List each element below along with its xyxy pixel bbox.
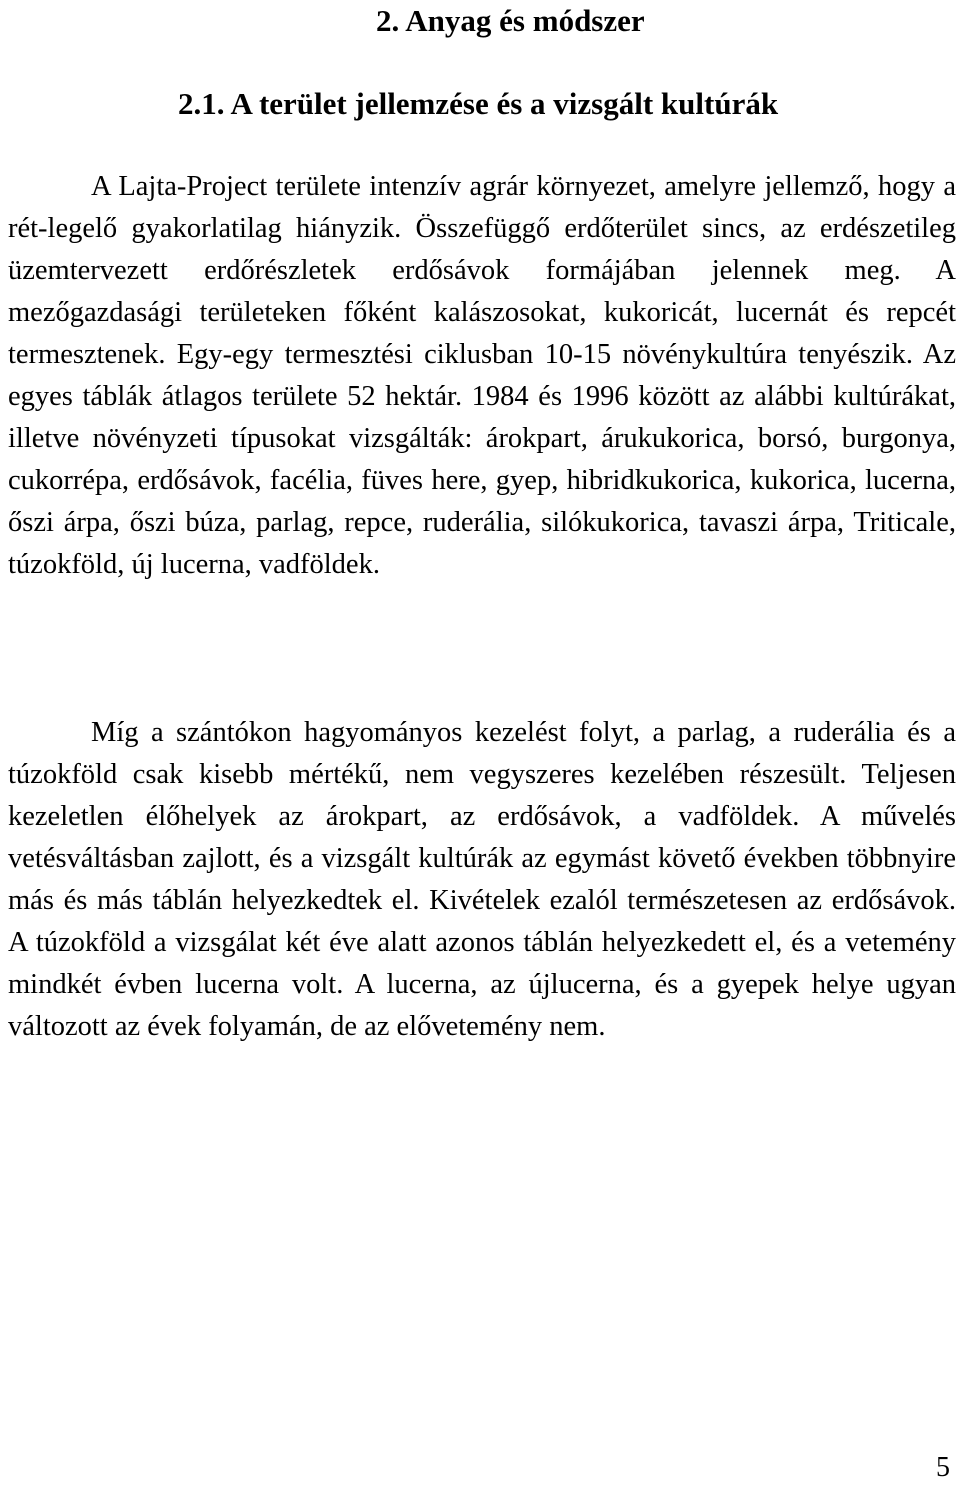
body-paragraph: A Lajta-Project területe intenzív agrár környezet, amelyre jellemző, hogy a rét-legelő gyakorlatilag hiányzik. Összefüggő erdőterület sincs, az erdészetileg üzemtervezett erdőrészletek erdősávok formájában jelennek meg. A mezőgazdasági területeken főként kalászosokat, kukoricát, lucernát és repcét termesztenek. Egy-egy termesztési ciklusban 10-15 növénykultúra tenyészik. Az egyes táblák átlagos területe 52 hektár. 1984 és 1996 között az alábbi kultúrákat, illetve növényzeti típusokat vizsgálták: árokpart, árukukorica, borsó, burgonya, cukorrépa, erdősávok, facélia, füves here, gyep, hibridkukorica, kukorica, lucerna, őszi árpa, őszi búza, parlag, repce, ruderália, silókukorica, tavaszi árpa, Triticale, túzokföld, új lucerna, vadföldek. — [8, 171, 956, 580]
body-paragraph: Míg a szántókon hagyományos kezelést folyt, a parlag, a ruderália és a túzokföld csak kisebb mértékű, nem vegyszeres kezelében részesült. Teljesen kezeletlen élőhelyek az árokpart, az erdősávok, a vadföldek. A művelés vetésváltásban zajlott, és a vizsgált kultúrák az egymást követő években többnyire más és más táblán helyezkedtek el. Kivételek ezalól természetesen az erdősávok. A túzokföld a vizsgálat két éve alatt azonos táblán helyezkedett el, és a vetemény mindkét évben lucerna volt. A lucerna, az újlucerna, és a gyepek helye ugyan változott az évek folyamán, de az elővetemény nem. — [8, 717, 956, 1042]
section-title: 2.1. A terület jellemzése és a vizsgált kultúrák — [178, 86, 779, 121]
chapter-title: 2. Anyag és módszer — [376, 3, 645, 38]
page-number: 5 — [936, 1452, 950, 1483]
